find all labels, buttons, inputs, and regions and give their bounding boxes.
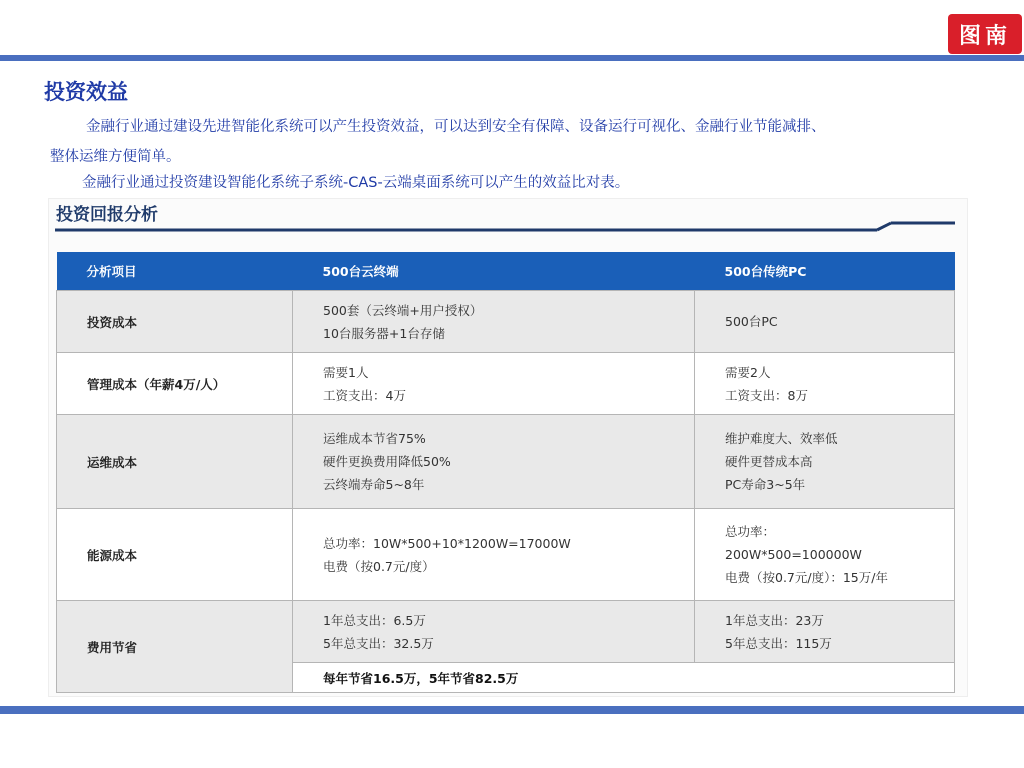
row-label: 费用节省 [57, 601, 293, 693]
cell-line: 500套（云终端+用户授权） [323, 302, 483, 318]
page-title: 投资效益 [44, 79, 128, 104]
cell-line: 500台PC [725, 314, 778, 329]
cell-line: 5年总支出：32.5万 [323, 635, 434, 651]
header-pc: 500台传统PC [695, 252, 955, 291]
cell-line: 工资支出：4万 [323, 387, 406, 403]
cloud-cell [293, 291, 695, 353]
table-row [57, 601, 955, 663]
cell-line: 需要1人 [323, 364, 369, 380]
row-label: 能源成本 [57, 509, 293, 601]
cell-line: 总功率： [725, 524, 776, 539]
table-row [57, 291, 955, 353]
cell-line: 10台服务器+1台存储 [323, 325, 445, 341]
intro-paragraph-line1: 金融行业通过建设先进智能化系统可以产生投资效益，可以达到安全有保障、设备运行可视化、金融行业节能减排、 [86, 119, 826, 135]
header-item: 分析项目 [57, 252, 293, 291]
table-row [57, 353, 955, 415]
table-header-row [57, 252, 955, 291]
row-label: 运维成本 [57, 415, 293, 509]
cell-line: 1年总支出：6.5万 [323, 612, 426, 628]
cell-line: 200W*500=100000W [725, 547, 862, 562]
cell-line: 需要2人 [725, 364, 771, 380]
cell-line: PC寿命3~5年 [725, 477, 806, 492]
panel-title-underline [49, 199, 967, 239]
cloud-cell [293, 353, 695, 415]
row-label: 投资成本 [57, 291, 293, 353]
header-cloud: 500台云终端 [293, 252, 695, 291]
pc-cell [695, 353, 955, 415]
pc-cell [695, 415, 955, 509]
bottom-accent-bar [0, 706, 1024, 714]
table-row [57, 509, 955, 601]
top-accent-bar [0, 55, 1024, 61]
cell-line: 硬件更换费用降低50% [323, 454, 451, 469]
savings-summary: 每年节省16.5万，5年节省82.5万 [293, 663, 955, 693]
cell-line: 1年总支出：23万 [725, 612, 824, 628]
cloud-cell [293, 415, 695, 509]
cell-line: 维护难度大、效率低 [725, 431, 838, 446]
panel-title: 投资回报分析 [56, 205, 158, 225]
cell-line: 电费（按0.7元/度）：15万/年 [725, 570, 888, 585]
cell-line: 5年总支出：115万 [725, 635, 832, 651]
row-label: 管理成本（年薪4万/人） [57, 353, 293, 415]
cell-line: 工资支出：8万 [725, 387, 808, 403]
pc-cell [695, 291, 955, 353]
second-paragraph: 金融行业通过投资建设智能化系统子系统-CAS-云端桌面系统可以产生的效益比对表。 [82, 175, 630, 191]
cell-line: 电费（按0.7元/度） [323, 558, 435, 574]
cell-line: 总功率：10W*500+10*1200W=17000W [323, 535, 571, 551]
brand-logo [948, 14, 1022, 54]
pc-cell [695, 601, 955, 663]
logo-text: 图南 [958, 22, 1011, 49]
cell-line: 硬件更替成本高 [725, 454, 813, 469]
pc-cell [695, 509, 955, 601]
table-row [57, 415, 955, 509]
cell-line: 运维成本节省75% [323, 431, 426, 446]
cloud-cell [293, 509, 695, 601]
cell-line: 云终端寿命5~8年 [323, 477, 425, 492]
roi-table [56, 252, 955, 693]
cloud-cell [293, 601, 695, 663]
intro-paragraph-line2: 整体运维方便简单。 [50, 149, 181, 165]
